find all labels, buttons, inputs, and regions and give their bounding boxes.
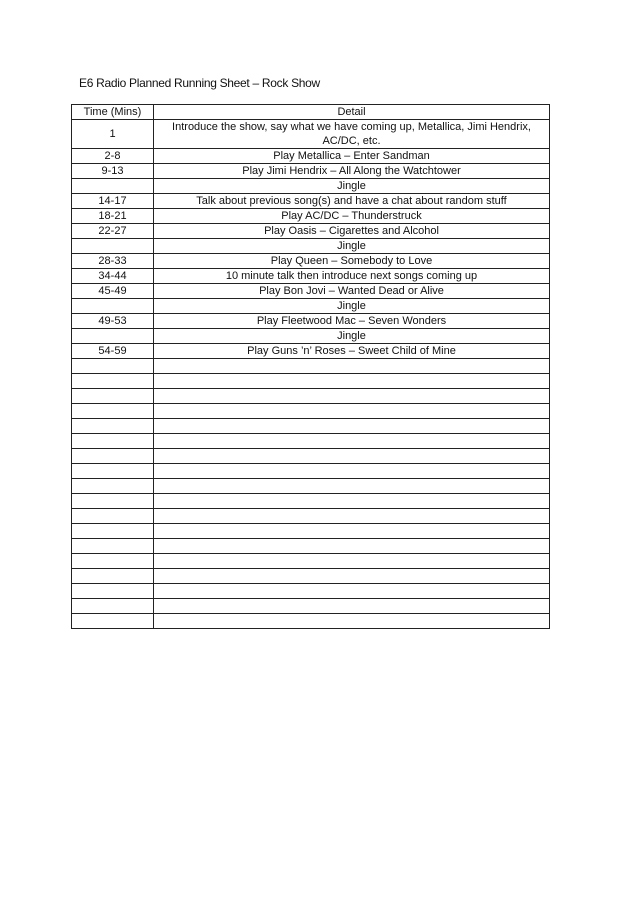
time-cell bbox=[72, 179, 154, 194]
table-row bbox=[72, 404, 550, 419]
table-body bbox=[72, 120, 550, 629]
detail-cell: Play Jimi Hendrix – All Along the Watchtower bbox=[154, 164, 550, 179]
table-row bbox=[72, 464, 550, 479]
table-row bbox=[72, 614, 550, 629]
table-row bbox=[72, 164, 550, 179]
table-row bbox=[72, 344, 550, 359]
time-cell bbox=[72, 239, 154, 254]
table-row bbox=[72, 254, 550, 269]
time-cell: 28-33 bbox=[72, 254, 154, 269]
detail-cell: Jingle bbox=[154, 299, 550, 314]
detail-cell bbox=[154, 584, 550, 599]
time-cell bbox=[72, 614, 154, 629]
time-cell: 49-53 bbox=[72, 314, 154, 329]
time-cell: 14-17 bbox=[72, 194, 154, 209]
time-cell: 22-27 bbox=[72, 224, 154, 239]
time-cell bbox=[72, 554, 154, 569]
detail-cell bbox=[154, 509, 550, 524]
time-cell bbox=[72, 539, 154, 554]
detail-cell bbox=[154, 374, 550, 389]
time-cell bbox=[72, 449, 154, 464]
time-cell bbox=[72, 299, 154, 314]
table-row bbox=[72, 599, 550, 614]
time-cell bbox=[72, 419, 154, 434]
detail-cell bbox=[154, 389, 550, 404]
time-cell: 1 bbox=[72, 120, 154, 149]
detail-cell bbox=[154, 539, 550, 554]
detail-cell: Play Oasis – Cigarettes and Alcohol bbox=[154, 224, 550, 239]
table-row bbox=[72, 494, 550, 509]
detail-cell bbox=[154, 434, 550, 449]
detail-cell bbox=[154, 479, 550, 494]
time-cell bbox=[72, 359, 154, 374]
table-row bbox=[72, 509, 550, 524]
time-cell: 18-21 bbox=[72, 209, 154, 224]
detail-cell bbox=[154, 569, 550, 584]
detail-cell: Play Bon Jovi – Wanted Dead or Alive bbox=[154, 284, 550, 299]
table-row bbox=[72, 374, 550, 389]
time-cell bbox=[72, 329, 154, 344]
table-row bbox=[72, 299, 550, 314]
detail-cell: Jingle bbox=[154, 329, 550, 344]
time-cell bbox=[72, 569, 154, 584]
time-cell: 2-8 bbox=[72, 149, 154, 164]
detail-cell: Jingle bbox=[154, 239, 550, 254]
detail-cell: 10 minute talk then introduce next songs coming up bbox=[154, 269, 550, 284]
table-row bbox=[72, 329, 550, 344]
time-cell bbox=[72, 584, 154, 599]
table-row bbox=[72, 524, 550, 539]
time-cell bbox=[72, 374, 154, 389]
detail-cell bbox=[154, 404, 550, 419]
detail-cell bbox=[154, 554, 550, 569]
table-row bbox=[72, 554, 550, 569]
table-row bbox=[72, 239, 550, 254]
detail-cell bbox=[154, 494, 550, 509]
detail-cell: Talk about previous song(s) and have a chat about random stuff bbox=[154, 194, 550, 209]
detail-cell: Play Queen – Somebody to Love bbox=[154, 254, 550, 269]
time-cell bbox=[72, 509, 154, 524]
detail-cell: Play Fleetwood Mac – Seven Wonders bbox=[154, 314, 550, 329]
detail-cell bbox=[154, 449, 550, 464]
table-row bbox=[72, 479, 550, 494]
running-sheet-table bbox=[71, 104, 550, 629]
table-row bbox=[72, 539, 550, 554]
detail-cell bbox=[154, 599, 550, 614]
table-row bbox=[72, 120, 550, 149]
time-cell bbox=[72, 389, 154, 404]
table-row bbox=[72, 224, 550, 239]
detail-cell bbox=[154, 524, 550, 539]
time-cell bbox=[72, 524, 154, 539]
table-row bbox=[72, 314, 550, 329]
detail-cell: Play Metallica – Enter Sandman bbox=[154, 149, 550, 164]
table-row bbox=[72, 149, 550, 164]
table-row bbox=[72, 419, 550, 434]
detail-cell: Introduce the show, say what we have coming up, Metallica, Jimi Hendrix, AC/DC, etc. bbox=[154, 120, 550, 149]
table-row bbox=[72, 269, 550, 284]
time-cell bbox=[72, 464, 154, 479]
time-cell bbox=[72, 404, 154, 419]
detail-cell: Play AC/DC – Thunderstruck bbox=[154, 209, 550, 224]
time-cell bbox=[72, 494, 154, 509]
time-cell: 9-13 bbox=[72, 164, 154, 179]
time-cell bbox=[72, 434, 154, 449]
table-header-row bbox=[72, 105, 550, 120]
table-row bbox=[72, 194, 550, 209]
document-title: E6 Radio Planned Running Sheet – Rock Show bbox=[79, 76, 320, 90]
detail-cell bbox=[154, 419, 550, 434]
table-row bbox=[72, 179, 550, 194]
time-cell bbox=[72, 599, 154, 614]
table-row bbox=[72, 209, 550, 224]
table-row bbox=[72, 359, 550, 374]
detail-cell: Jingle bbox=[154, 179, 550, 194]
table-row bbox=[72, 434, 550, 449]
table-row bbox=[72, 284, 550, 299]
time-cell: 54-59 bbox=[72, 344, 154, 359]
detail-cell bbox=[154, 359, 550, 374]
detail-cell: Play Guns ’n’ Roses – Sweet Child of Mine bbox=[154, 344, 550, 359]
time-cell bbox=[72, 479, 154, 494]
table-row bbox=[72, 389, 550, 404]
time-cell: 45-49 bbox=[72, 284, 154, 299]
detail-cell bbox=[154, 464, 550, 479]
detail-cell bbox=[154, 614, 550, 629]
table-row bbox=[72, 584, 550, 599]
detail-column-header: Detail bbox=[154, 105, 550, 120]
table-row bbox=[72, 569, 550, 584]
time-column-header: Time (Mins) bbox=[72, 105, 154, 120]
time-cell: 34-44 bbox=[72, 269, 154, 284]
table-row bbox=[72, 449, 550, 464]
